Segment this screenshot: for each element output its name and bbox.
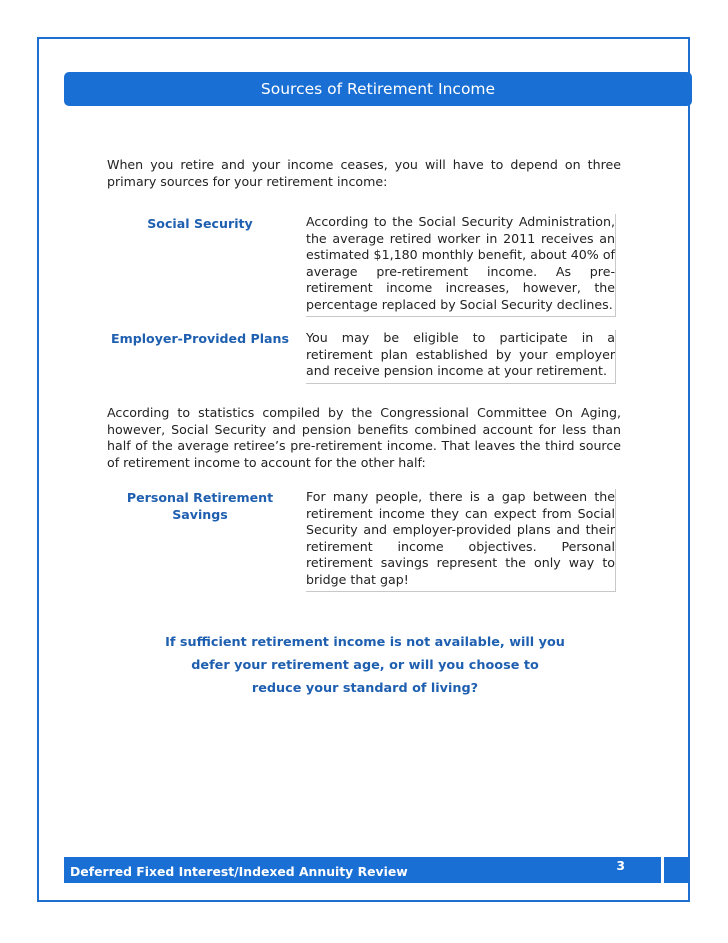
- page-title: Sources of Retirement Income: [64, 72, 692, 106]
- page-number: 3: [616, 858, 625, 873]
- question-line: defer your retirement age, or will you choose to: [191, 658, 539, 673]
- middle-text: According to statistics compiled by the Congressional Committee On Aging, however, Social Security and pension benefits combined account for less than half of the average retiree’s pre-retirement income. That leaves the third source of retirement income to account for the other half:: [107, 405, 621, 470]
- source-description-personal-savings: For many people, there is a gap between the retirement income they can expect from Social Security and employer-provided plans and their retirement income objectives. Personal retirement savings represent the only way to bridge that gap!: [306, 489, 616, 592]
- question-line: reduce your standard of living?: [251, 681, 479, 696]
- footer-tab: [664, 857, 688, 883]
- source-description-social-security: According to the Social Security Administration, the average retired worker in 2011 receives an estimated $1,180 monthly benefit, about 40% of average pre-retirement income. As pre-retirement income increases, however, the percentage replaced by Social Security declines.: [306, 214, 616, 317]
- middle-paragraph: [107, 405, 621, 471]
- source-label-employer-plans: Employer-Provided Plans: [111, 331, 289, 346]
- question-line: If sufficient retirement income is not available, will you: [165, 635, 565, 650]
- source-description-employer-plans: You may be eligible to participate in a retirement plan established by your employer and receive pension income at your retirement.: [306, 330, 616, 384]
- retirement-question: [120, 631, 610, 700]
- intro-paragraph: [107, 157, 621, 190]
- footer-bar: [64, 857, 661, 883]
- footer-title: Deferred Fixed Interest/Indexed Annuity Review: [70, 864, 408, 879]
- source-label-social-security: Social Security: [147, 216, 253, 231]
- source-label-personal-savings: Personal Retirement Savings: [126, 490, 274, 522]
- intro-text: When you retire and your income ceases, you will have to depend on three primary sources for your retirement income:: [107, 157, 621, 189]
